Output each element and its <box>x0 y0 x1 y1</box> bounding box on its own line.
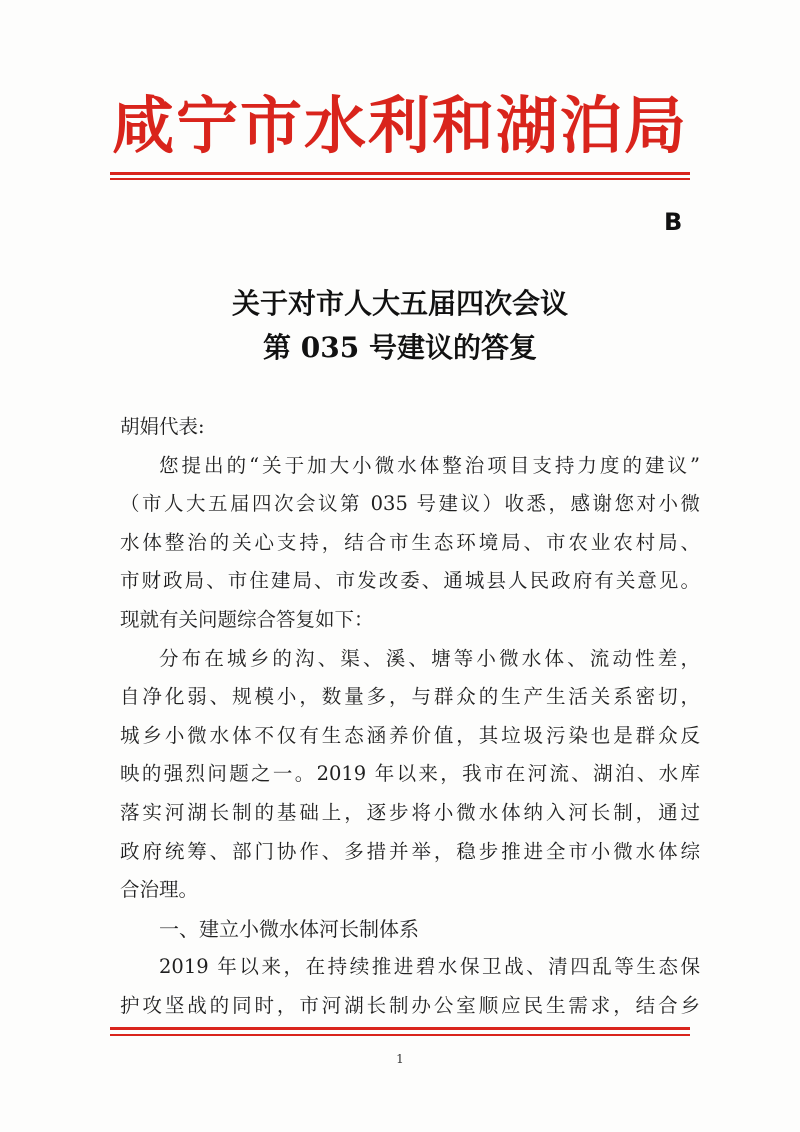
masthead-rule-thin <box>110 178 690 180</box>
agency-masthead: 咸宁市水利和湖泊局 <box>111 89 688 162</box>
document-title <box>0 282 800 370</box>
body-line: 映的强烈问题之一。2019 年以来，我市在河流、湖泊、水库 <box>120 762 700 786</box>
body-line: 城乡小微水体不仅有生态涵养价值，其垃圾污染也是群众反 <box>120 723 700 747</box>
body-line: 政府统筹、部门协作、多措并举，稳步推进全市小微水体综 <box>120 839 700 863</box>
body-line: 您提出的“关于加大小微水体整治项目支持力度的建议” <box>159 453 700 477</box>
grade-mark: B <box>664 208 683 236</box>
footer-rule-thick <box>110 1027 690 1030</box>
body-line: 水体整治的关心支持，结合市生态环境局、市农业农村局、 <box>120 530 700 554</box>
body-line: 合治理。 <box>120 878 199 902</box>
page-number: 1 <box>396 1052 404 1066</box>
section-heading: 一、建立小微水体河长制体系 <box>159 916 419 941</box>
body-line: 现就有关问题综合答复如下： <box>120 607 374 631</box>
title-line-1: 关于对市人大五届四次会议 <box>231 287 568 320</box>
body-line: 落实河湖长制的基础上，逐步将小微水体纳入河长制，通过 <box>120 800 700 824</box>
footer-rule-thin <box>110 1034 690 1036</box>
body-line: 护攻坚战的同时，市河湖长制办公室顺应民生需求，结合乡 <box>120 993 700 1017</box>
masthead-rule-thick <box>110 172 690 175</box>
body-line: （市人大五届四次会议第 035 号建议）收悉，感谢您对小微 <box>120 492 700 516</box>
title-line-2: 第 035 号建议的答复 <box>263 331 537 364</box>
salutation: 胡娟代表: <box>120 415 205 438</box>
body-line: 自净化弱、规模小，数量多，与群众的生产生活关系密切， <box>120 685 700 709</box>
document-body <box>120 408 700 1026</box>
body-line: 分布在城乡的沟、渠、溪、塘等小微水体、流动性差， <box>159 646 700 670</box>
body-line: 市财政局、市住建局、市发改委、通城县人民政府有关意见。 <box>120 569 700 593</box>
body-line: 2019 年以来，在持续推进碧水保卫战、清四乱等生态保 <box>159 955 700 979</box>
